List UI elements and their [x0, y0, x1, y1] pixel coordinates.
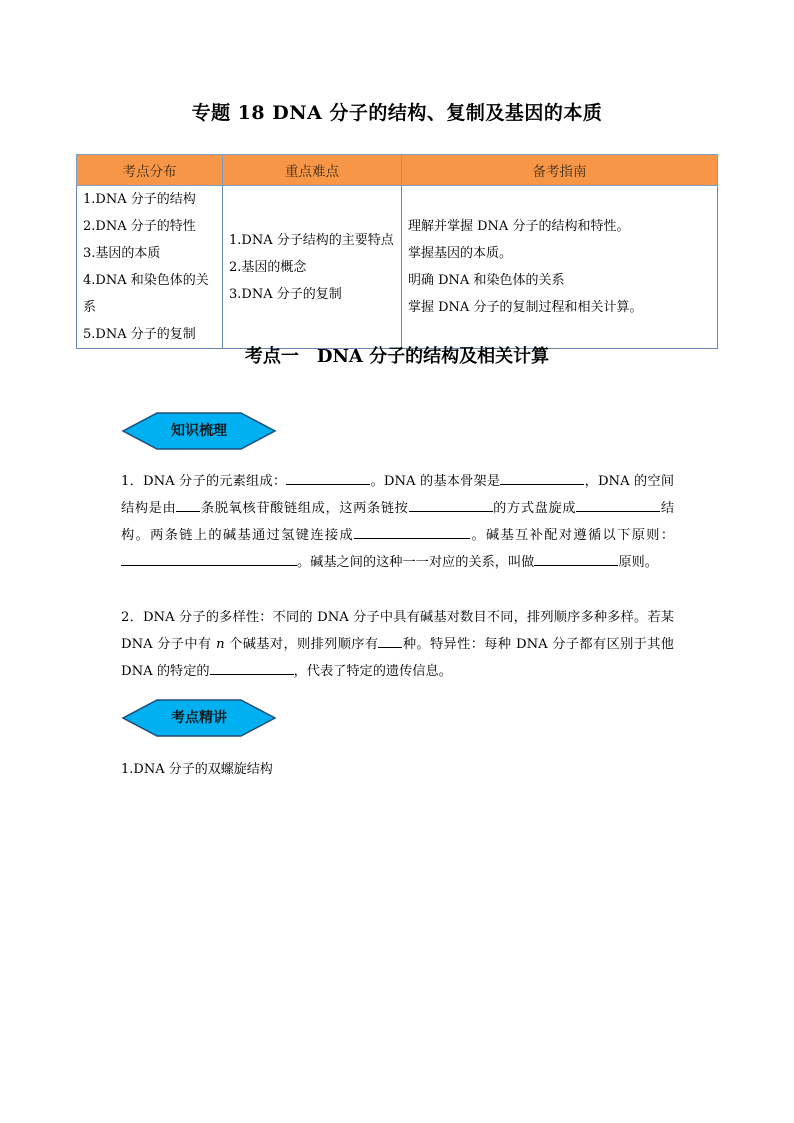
text-run: 个碱基对，则排列顺序有	[224, 637, 379, 652]
paragraph-1	[121, 468, 674, 576]
paragraph-2	[121, 604, 674, 685]
blank-line	[409, 497, 493, 512]
list-item: 2.基因的概念	[229, 259, 307, 275]
overview-table	[76, 154, 718, 349]
badge-kaodian-jingjiang	[121, 698, 277, 738]
blank-line	[500, 470, 584, 485]
header-kaodian: 考点分布	[77, 155, 223, 186]
list-item: 3.基因的本质	[83, 246, 161, 261]
text-run: 的方式盘旋成	[492, 501, 577, 516]
section-title: 考点一 DNA 分子的结构及相关计算	[244, 346, 550, 367]
list-item: 理解并掌握 DNA 分子的结构和特性。	[408, 219, 630, 234]
variable-n: n	[216, 637, 225, 652]
cell-beikao-list	[402, 186, 718, 349]
blank-line	[210, 660, 294, 675]
text-run: ，代表了特定的遗传信息。	[293, 664, 452, 679]
table-header-row	[77, 155, 718, 186]
blank-line	[286, 470, 370, 485]
badge-label: 考点精讲	[171, 710, 227, 726]
list-item: 2.DNA 分子的特性	[83, 219, 196, 234]
text-run: 1．DNA 分子的元素组成：	[121, 474, 287, 489]
cell-kaodian-list	[77, 186, 223, 349]
text-run: ，DNA 的空间结构是由	[121, 474, 675, 516]
blank-line	[354, 524, 470, 539]
cell-zhongdian-list	[223, 186, 402, 349]
badge-zhishi-shuli	[121, 411, 277, 451]
text-run: 。碱基互补配对遵循以下原则：	[470, 528, 675, 543]
text-run: 。DNA 的基本骨架是	[370, 474, 501, 489]
blank-line	[576, 497, 660, 512]
list-item: 明确 DNA 和染色体的关系	[408, 273, 565, 288]
blank-line	[534, 551, 618, 566]
header-beikao: 备考指南	[402, 155, 718, 186]
list-item: 1.DNA 分子的结构	[83, 192, 196, 207]
list-item: 1.DNA 分子结构的主要特点	[229, 232, 394, 248]
list-item: 3.DNA 分子的复制	[229, 286, 342, 302]
text-run: 原则。	[618, 555, 658, 570]
page-title: 专题 18 DNA 分子的结构、复制及基因的本质	[191, 102, 603, 124]
text-run: 2．DNA 分子的多样性：不同的 DNA 分子中具有碱基对数目不同，排列顺序多种多样。若某 DNA 分子中有	[121, 610, 674, 652]
blank-line	[121, 551, 297, 566]
text-run: 条脱氧核苷酸链组成，这两条链按	[200, 501, 409, 516]
badge-label: 知识梳理	[171, 423, 227, 439]
table-row	[77, 186, 718, 349]
list-item: 掌握 DNA 分子的复制过程和相关计算。	[408, 300, 643, 315]
list-item: 4.DNA 和染色体的关系	[83, 273, 209, 315]
subheading: 1.DNA 分子的双螺旋结构	[121, 762, 273, 777]
blank-line	[176, 497, 200, 512]
list-item: 掌握基因的本质。	[408, 246, 513, 261]
text-run: 。碱基之间的这种一一对应的关系，叫做	[297, 555, 535, 570]
text-run: 种。特异性：每种 DNA 分子都有区别于其他 DNA 的特定的	[121, 637, 674, 679]
text-run: 结构。两条链上的碱基通过氢键连接成	[121, 501, 675, 543]
header-zhongdian: 重点难点	[223, 155, 402, 186]
blank-line	[378, 633, 402, 648]
list-item: 5.DNA 分子的复制	[83, 327, 196, 342]
